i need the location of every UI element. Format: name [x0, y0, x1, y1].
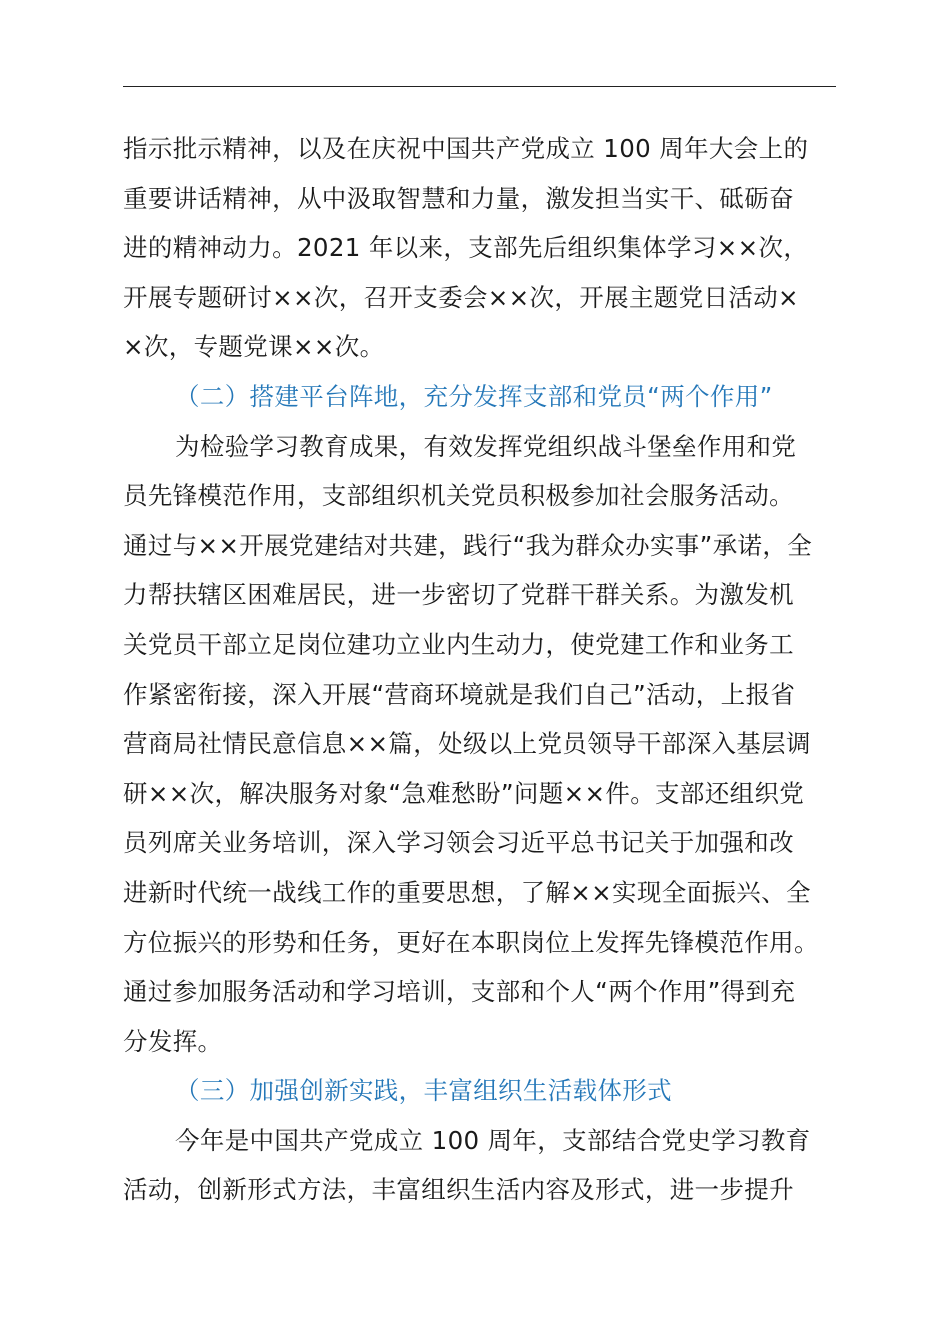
body-text-line: 员列席关业务培训，深入学习领会习近平总书记关于加强和改: [123, 828, 794, 858]
body-text-line: 进新时代统一战线工作的重要思想，了解××实现全面振兴、全: [123, 877, 811, 907]
body-text-line: 通过与××开展党建结对共建，践行“我为群众办实事”承诺，全: [123, 530, 813, 560]
body-text-line: 指示批示精神，以及在庆祝中国共产党成立 100 周年大会上的: [123, 134, 809, 163]
section-heading: （三）加强创新实践，丰富组织生活载体形式: [175, 1076, 672, 1106]
body-text-line: 活动，创新形式方法，丰富组织生活内容及形式，进一步提升: [123, 1175, 794, 1205]
document-body: [123, 124, 843, 1215]
section-heading: （二）搭建平台阵地，充分发挥支部和党员“两个作用”: [175, 381, 773, 411]
body-text-line: 员先锋模范作用，支部组织机关党员积极参加社会服务活动。: [123, 481, 794, 511]
paragraph-first-line: 今年是中国共产党成立 100 周年，支部结合党史学习教育: [175, 1125, 811, 1155]
body-text-line: 方位振兴的形势和任务，更好在本职岗位上发挥先锋模范作用。: [123, 927, 819, 957]
body-text-line: 分发挥。: [123, 1026, 223, 1056]
body-text-line: 进的精神动力。2021 年以来，支部先后组织集体学习××次，: [123, 233, 809, 263]
body-text-line: 营商局社情民意信息××篇，处级以上党员领导干部深入基层调: [123, 729, 811, 759]
body-text-line: 开展专题研讨××次，召开支委会××次，开展主题党日活动×: [123, 282, 799, 312]
body-text-line: 重要讲话精神，从中汲取智慧和力量，激发担当实干、砥砺奋: [123, 183, 794, 213]
body-text-line: ×次，专题党课××次。: [123, 332, 385, 362]
header-rule: [123, 86, 836, 87]
body-text-line: 关党员干部立足岗位建功立业内生动力，使党建工作和业务工: [123, 629, 794, 659]
body-text-line: 力帮扶辖区困难居民，进一步密切了党群干群关系。为激发机: [123, 580, 794, 610]
body-text-line: 作紧密衔接，深入开展“营商环境就是我们自己”活动，上报省: [123, 679, 796, 709]
body-text-line: 研××次，解决服务对象“急难愁盼”问题××件。支部还组织党: [123, 778, 805, 808]
body-text-line: 通过参加服务活动和学习培训，支部和个人“两个作用”得到充: [123, 977, 796, 1007]
paragraph-first-line: 为检验学习教育成果，有效发挥党组织战斗堡垒作用和党: [175, 431, 797, 461]
